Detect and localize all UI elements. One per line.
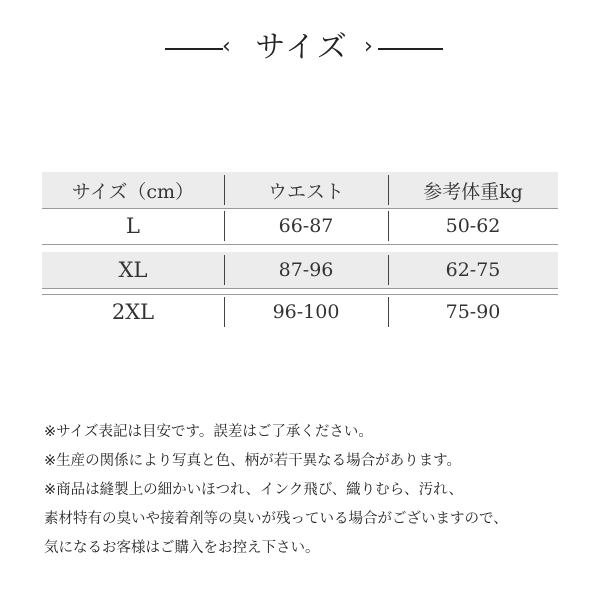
table-header-row: [42, 172, 558, 208]
weight-cell: 50-62: [388, 208, 558, 244]
waist-cell: 96-100: [224, 294, 388, 330]
waist-cell: 66-87: [224, 208, 388, 244]
table-row: [42, 208, 558, 244]
note-line: 気になるお客様はご購入をお控え下さい。: [44, 540, 320, 556]
band-bottom-edge: [42, 288, 558, 289]
page-title: サイズ: [255, 30, 349, 65]
note-line: 素材特有の臭いや接着剤等の臭いが残っている場合がございますので、: [44, 511, 508, 527]
notes-section: [44, 418, 564, 563]
table-row: [42, 294, 558, 330]
header-cell-waist: ウエスト: [224, 172, 388, 208]
header-cell-size: サイズ（cm）: [71, 180, 195, 203]
header-cell-weight: 参考体重kg: [388, 172, 558, 208]
title-rule-right: [378, 48, 443, 50]
weight-cell: 75-90: [388, 294, 558, 330]
weight-cell: 62-75: [388, 252, 558, 288]
title-rule-left: [165, 48, 223, 50]
note-line: ※サイズ表記は目安です。誤差はご了承ください。: [44, 424, 373, 440]
table-row: [42, 252, 558, 288]
section-title: [0, 20, 600, 76]
chevron-right-icon: ›: [364, 34, 373, 59]
note-line: ※生産の関係により写真と色、柄が若干異なる場合があります。: [44, 453, 461, 469]
size-cell: L: [126, 214, 140, 238]
waist-cell: 87-96: [224, 252, 388, 288]
size-cell: 2XL: [111, 300, 155, 324]
size-cell: XL: [118, 258, 148, 282]
note-line: ※商品は縫製上の細かいほつれ、インク飛び、織りむら、汚れ、: [44, 482, 464, 498]
row-divider: [42, 244, 558, 245]
chevron-left-icon: ‹: [222, 34, 231, 59]
